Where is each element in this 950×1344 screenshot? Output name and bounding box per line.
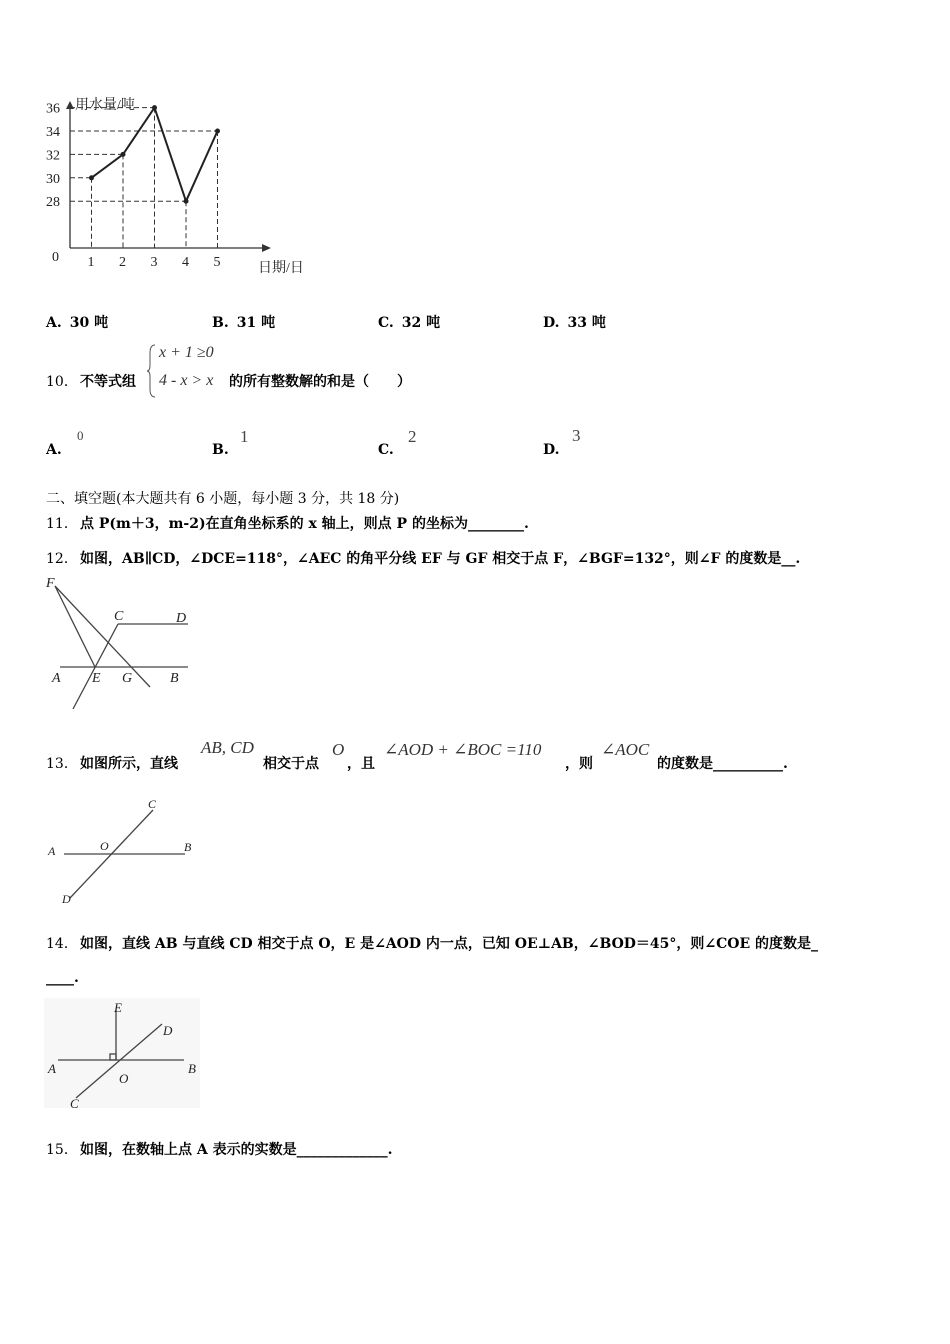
- q10-option-a-letter: A.: [46, 442, 62, 458]
- label-a: A: [48, 1061, 56, 1076]
- q10-prefix: 不等式组: [80, 374, 136, 390]
- q13-math-aoc: ∠AOC: [601, 740, 650, 759]
- option-letter: B.: [212, 315, 229, 331]
- q13-number: 13．: [46, 756, 78, 772]
- q13-part2: 相交于点: [263, 756, 319, 772]
- q15-number: 15．: [46, 1142, 78, 1158]
- x-tick-label: 1: [87, 255, 95, 270]
- q13-figure: [40, 795, 210, 910]
- x-axis-arrow: [262, 244, 271, 252]
- q9-option-d: [543, 312, 606, 332]
- q10-option-a-value: 0: [77, 428, 84, 443]
- q10-option-c-letter: C.: [378, 442, 394, 458]
- q9-option-a: [46, 312, 108, 332]
- q10-number: 10．: [46, 374, 78, 390]
- water-usage-chart: [40, 95, 330, 285]
- label-d: D: [62, 892, 71, 906]
- x-tick-label: 4: [182, 255, 189, 270]
- data-point: [152, 105, 157, 110]
- option-text: 31 吨: [236, 315, 276, 331]
- q14-line1: 如图，直线 AB 与直线 CD 相交于点 O，E 是∠AOD 内一点，已知 OE⊥AB，∠BOD＝45°，则∠COE 的度数是_: [80, 936, 819, 952]
- q12-figure: [40, 572, 200, 712]
- label-a: A: [52, 671, 61, 686]
- label-d: D: [163, 1023, 173, 1038]
- q14-line2: ____.: [46, 970, 79, 986]
- q10-option-c-value: 2: [408, 427, 417, 446]
- q13-math-o: O: [332, 740, 345, 759]
- q10-option-d-value: 3: [572, 426, 581, 445]
- option-text: 33 吨: [567, 315, 606, 331]
- option-letter: C.: [378, 315, 394, 331]
- label-c: C: [70, 1096, 79, 1110]
- label-d: D: [176, 611, 187, 626]
- q10-suffix: 的所有整数解的和是（ ）: [229, 374, 411, 390]
- q11-text: 点 P(m＋3，m-2)在直角坐标系的 x 轴上，则点 P 的坐标为________.: [80, 516, 529, 532]
- option-letter: A.: [46, 315, 62, 331]
- inequality-1: x + 1 ≥0: [159, 344, 214, 361]
- q10-option-d-letter: D.: [543, 442, 560, 458]
- label-b: B: [170, 671, 179, 686]
- label-b: B: [188, 1061, 196, 1076]
- q13-part1: 如图所示，直线: [80, 756, 178, 772]
- y-axis-label: 用水量/吨: [75, 98, 135, 113]
- y-tick-label: 34: [46, 125, 60, 140]
- y-tick-label: 32: [46, 148, 60, 164]
- label-c: C: [148, 797, 157, 811]
- label-b: B: [184, 840, 192, 854]
- label-c: C: [114, 609, 124, 624]
- label-e: E: [92, 671, 101, 686]
- q12-text: 如图，AB∥CD，∠DCE=118°，∠AEC 的角平分线 EF 与 GF 相交于点 F，∠BGF=132°，则∠F 的度数是__.: [80, 551, 801, 567]
- q9-option-b: [212, 312, 275, 332]
- data-point: [215, 129, 220, 134]
- q10-option-b-letter: B.: [212, 442, 229, 458]
- q13-part3: ，且: [347, 756, 375, 772]
- q12-number: 12．: [46, 551, 78, 567]
- q13-math-ab-cd: AB, CD: [201, 738, 254, 757]
- label-g: G: [122, 671, 133, 686]
- y-tick-label: 30: [46, 171, 60, 187]
- origin-label: 0: [52, 250, 59, 265]
- q10-option-b-value: 1: [240, 427, 249, 446]
- option-text: 32 吨: [401, 315, 441, 331]
- q9-option-c: [378, 312, 440, 332]
- q15-text: 如图，在数轴上点 A 表示的实数是_____________.: [80, 1142, 393, 1158]
- y-tick-label: 28: [46, 195, 60, 211]
- section-2-heading: 二、填空题(本大题共有 6 小题，每小题 3 分，共 18 分): [46, 491, 400, 507]
- line-fe: [55, 586, 95, 667]
- x-axis-label: 日期/日: [258, 261, 304, 276]
- q11-number: 11．: [46, 516, 78, 532]
- q13-part5: 的度数是__________.: [657, 756, 788, 772]
- option-text: 30 吨: [69, 315, 109, 331]
- y-tick-label: 36: [46, 101, 60, 117]
- q13-part4: ，则: [565, 756, 593, 772]
- x-tick-label: 2: [119, 255, 126, 270]
- label-f: F: [46, 576, 55, 591]
- label-o: O: [100, 839, 109, 853]
- option-letter: D.: [543, 315, 560, 331]
- label-o: O: [119, 1071, 129, 1086]
- x-tick-label: 3: [150, 255, 158, 270]
- inequality-2: 4 - x > x: [159, 372, 214, 389]
- q14-figure: [44, 998, 202, 1110]
- line-fg: [55, 586, 150, 687]
- x-tick-label: 5: [213, 255, 221, 270]
- label-e: E: [114, 1000, 122, 1015]
- label-a: A: [48, 844, 56, 858]
- system-brace: [147, 343, 157, 399]
- q14-number: 14．: [46, 936, 78, 952]
- data-point: [89, 175, 94, 180]
- data-point: [184, 199, 189, 204]
- data-point: [121, 152, 126, 157]
- q13-math-angle-sum: ∠AOD + ∠BOC =110: [384, 740, 542, 759]
